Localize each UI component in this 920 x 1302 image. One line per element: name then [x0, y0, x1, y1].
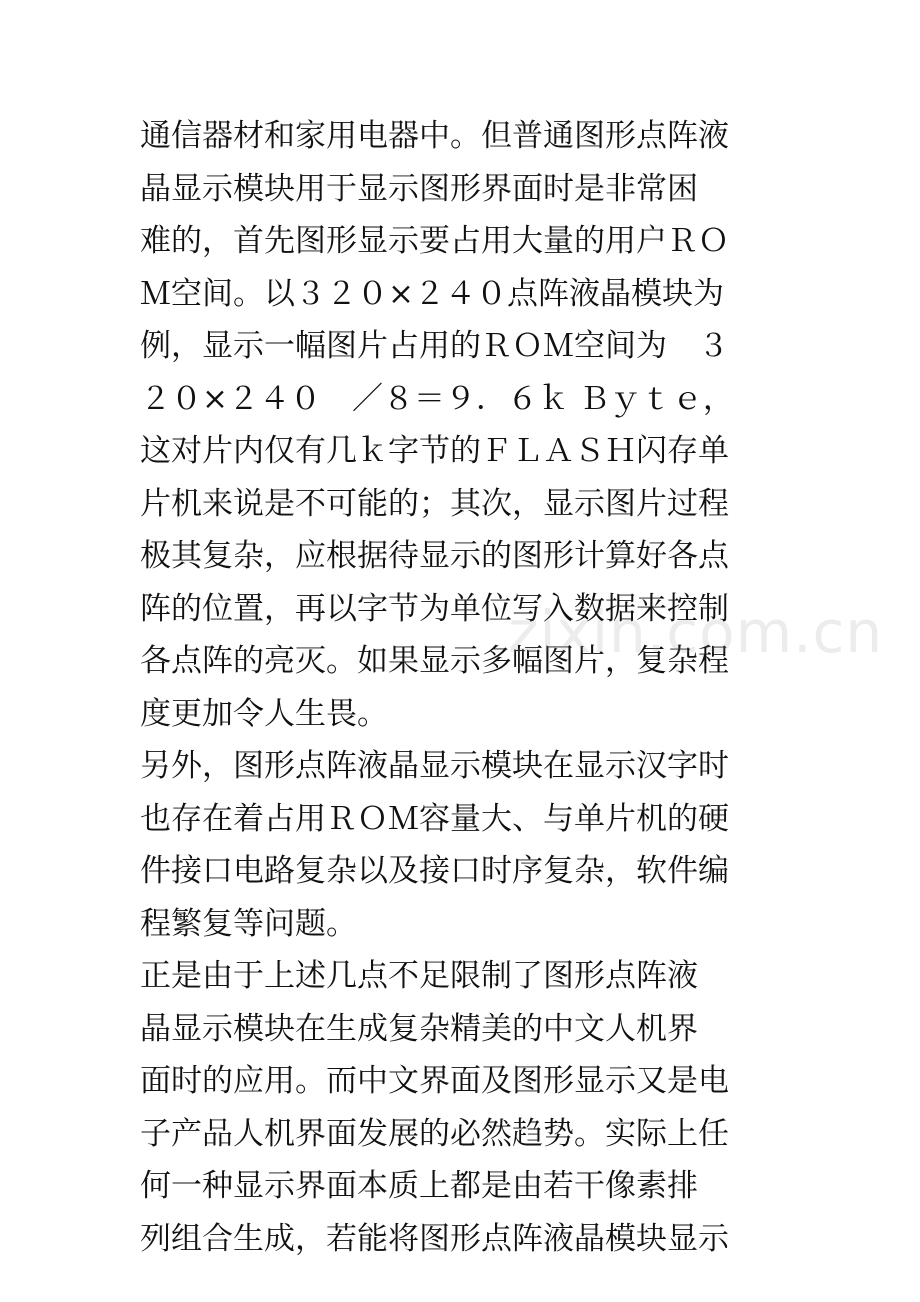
text-line: 这对片内仅有几ｋ字节的ＦＬＡＳＨ闪存单: [140, 433, 729, 469]
text-line: 件接口电路复杂以及接口时序复杂，软件编: [140, 853, 729, 889]
text-line: 通信器材和家用电器中。但普通图形点阵液: [140, 118, 729, 154]
text-line: 晶显示模块用于显示图形界面时是非常困: [140, 170, 698, 207]
text-line: 面时的应用。而中文界面及图形显示又是电: [140, 1063, 729, 1099]
text-line: 难的，首先图形显示要占用大量的用户ＲＯ: [140, 223, 729, 259]
text-line: 极其复杂，应根据待显示的图形计算好各点: [140, 538, 729, 574]
text-line: ２０×２４０ ／８＝９．６ｋ Ｂｙｔｅ，: [140, 380, 734, 417]
text-line: 另外，图形点阵液晶显示模块在显示汉字时: [140, 748, 729, 784]
text-line: 晶显示模块在生成复杂精美的中文人机界: [140, 1010, 698, 1047]
text-line: 片机来说是不可能的；其次，显示图片过程: [140, 485, 729, 522]
text-line: 度更加令人生畏。: [140, 695, 388, 732]
text-line: 各点阵的亮灭。如果显示多幅图片，复杂程: [140, 643, 729, 679]
body-text: [140, 110, 790, 1265]
text-line: 程繁复等问题。: [140, 905, 357, 942]
text-line: 例，显示一幅图片占用的ＲＯＭ空间为 ３: [140, 328, 729, 364]
text-line: 阵的位置，再以字节为单位写入数据来控制: [140, 590, 729, 627]
watermark: zixin.com.cn: [508, 598, 884, 666]
text-line: 正是由于上述几点不足限制了图形点阵液: [140, 958, 698, 994]
text-line: 列组合生成，若能将图形点阵液晶模块显示: [140, 1220, 729, 1257]
text-line: 子产品人机界面发展的必然趋势。实际上任: [140, 1115, 729, 1152]
text-line: 何一种显示界面本质上都是由若干像素排: [140, 1168, 698, 1204]
text-line: Ｍ空间。以３２０×２４０点阵液晶模块为: [140, 275, 724, 312]
text-line: 也存在着占用ＲＯＭ容量大、与单片机的硬: [140, 800, 729, 837]
